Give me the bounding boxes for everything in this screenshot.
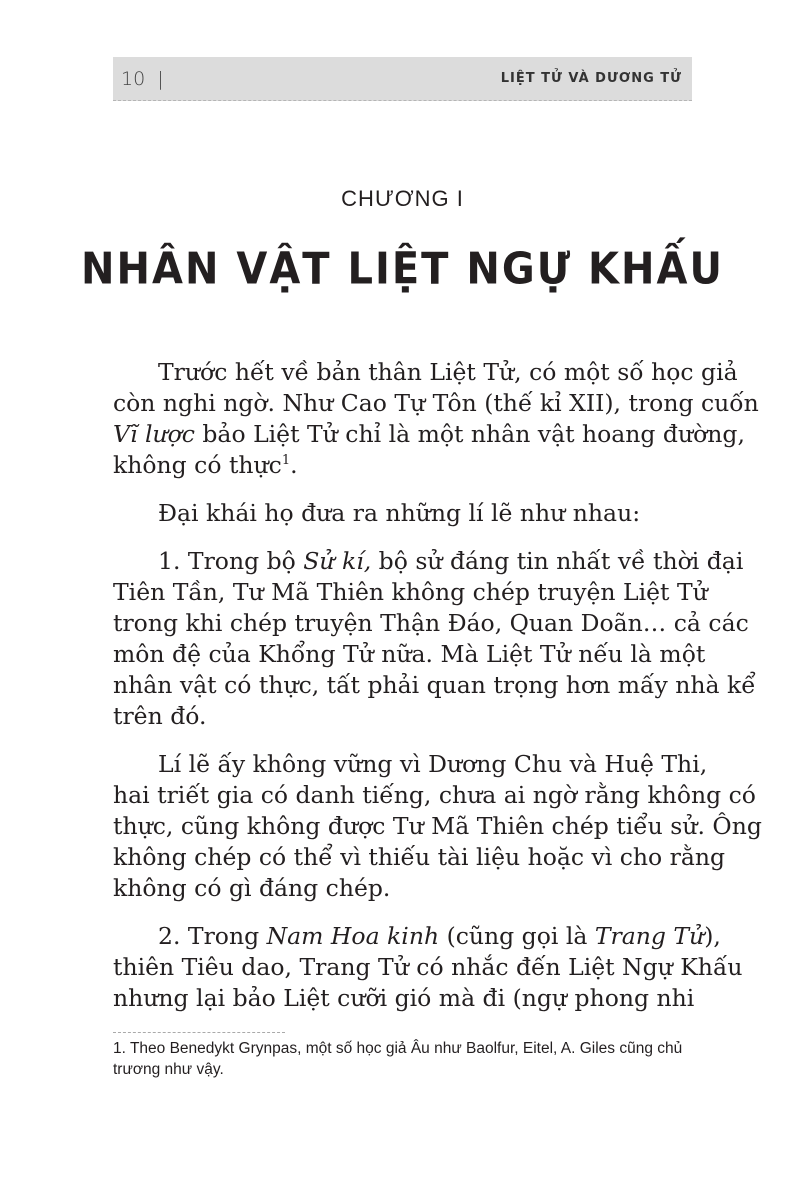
text-run: hai triết gia có danh tiếng, chưa ai ngờ rằng không có — [113, 781, 756, 809]
paragraph — [113, 749, 762, 904]
text-line — [113, 952, 743, 983]
footnote-ref: 1 — [281, 453, 291, 469]
text-line — [113, 701, 692, 732]
text-line — [113, 639, 706, 670]
text-line — [113, 388, 759, 419]
paragraph — [113, 921, 743, 1014]
text-run: còn nghi ngờ. Như Cao Tự Tôn (thế kỉ XII), trong cuốn — [113, 389, 759, 417]
text-line — [113, 450, 692, 481]
italic-title: Nam Hoa kinh — [266, 922, 440, 950]
text-line — [113, 749, 708, 780]
text-run: không có gì đáng chép. — [113, 874, 391, 902]
text-line — [113, 357, 738, 388]
text-run: môn đệ của Khổng Tử nữa. Mà Liệt Tử nếu là một — [113, 640, 706, 668]
text-line — [113, 670, 756, 701]
text-run: không có thực — [113, 451, 282, 479]
text-run: ), — [704, 922, 721, 950]
text-run: Trước hết về bản thân Liệt Tử, có một số học giả — [158, 358, 738, 386]
italic-title: Trang Tử — [594, 922, 705, 950]
italic-title: Sử kí, — [303, 547, 372, 575]
text-run: . — [290, 451, 298, 479]
text-run: Lí lẽ ấy không vững vì Dương Chu và Huệ Thi, — [158, 750, 708, 778]
text-run: 1. Trong bộ — [158, 547, 304, 575]
text-line — [113, 811, 762, 842]
paragraph — [113, 546, 756, 732]
footnote: 1. Theo Benedykt Grynpas, một số học giả Âu như Baolfur, Eitel, A. Giles cũng chủ trương như vậy. — [113, 1040, 683, 1078]
text-run: bộ sử đáng tin nhất về thời đại — [371, 547, 744, 575]
text-line — [113, 419, 745, 450]
text-line — [113, 842, 726, 873]
paragraph — [113, 357, 759, 481]
text-run: không chép có thể vì thiếu tài liệu hoặc vì cho rằng — [113, 843, 726, 871]
text-line — [113, 921, 721, 952]
paragraph — [113, 498, 692, 529]
text-run: Đại khái họ đưa ra những lí lẽ như nhau: — [158, 499, 641, 527]
book-title: LIỆT TỬ VÀ DƯƠNG TỬ — [500, 71, 682, 86]
text-line — [113, 608, 749, 639]
text-run: nhân vật có thực, tất phải quan trọng hơn mấy nhà kể — [113, 671, 756, 699]
text-run: (cũng gọi là — [439, 922, 595, 950]
text-run: thực, cũng không được Tư Mã Thiên chép tiểu sử. Ông — [113, 812, 762, 840]
text-line — [113, 577, 708, 608]
text-run: trên đó. — [113, 702, 207, 730]
text-line — [113, 983, 695, 1014]
body-text — [113, 357, 762, 1031]
text-line — [113, 546, 744, 577]
footnote-divider — [113, 1032, 285, 1033]
text-run: Tiên Tần, Tư Mã Thiên không chép truyện Liệt Tử — [113, 578, 708, 606]
text-run: thiên Tiêu dao, Trang Tử có nhắc đến Liệt Ngự Khấu — [113, 953, 743, 981]
text-run: 2. Trong — [158, 922, 267, 950]
running-header — [113, 57, 692, 101]
text-run: bảo Liệt Tử chỉ là một nhân vật hoang đường, — [194, 420, 745, 448]
text-line — [113, 873, 692, 904]
page-number: 10 | — [121, 68, 164, 90]
chapter-label: CHƯƠNG I — [341, 186, 464, 211]
italic-title: Vĩ lược — [113, 420, 195, 448]
text-line — [113, 780, 756, 811]
text-run: nhưng lại bảo Liệt cưỡi gió mà đi (ngự phong nhi — [113, 984, 695, 1012]
text-line — [113, 498, 692, 529]
text-run: trong khi chép truyện Thận Đáo, Quan Doãn… cả các — [113, 609, 749, 637]
chapter-title: NHÂN VẬT LIỆT NGỰ KHẤU — [81, 243, 724, 295]
